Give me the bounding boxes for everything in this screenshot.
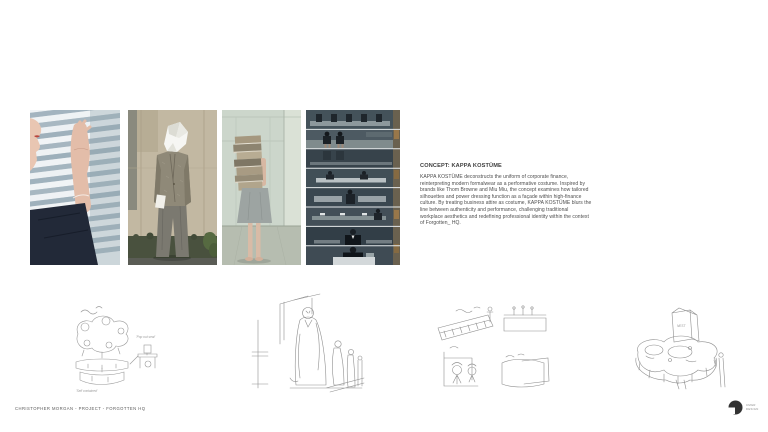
gallery-photo-paper-head bbox=[128, 110, 217, 265]
concept-body: KAPPA KOSTÜME deconstructs the uniform of corporate finance, reinterpreting modern formalwear as a performative costume. Inspired by brands like Thom Browne and Miu Miu, the concept examines how tailored silhouettes and power dressing function as a façade within high-finance culture. By treating business attire as costume, KAPPA KOSTÜME blurs the line between authenticity and performance, challenging traditional workplace aesthetics and redefining professional identity within the context of Forgotten_ HQ. bbox=[420, 174, 592, 227]
office-film-strips-image bbox=[306, 110, 400, 265]
office-vignettes-drawing bbox=[430, 300, 552, 395]
sketch-office-vignettes bbox=[430, 300, 552, 395]
book-stack-figure-image bbox=[222, 110, 301, 265]
sketch-cloud-desk-plan bbox=[48, 296, 160, 398]
footer-credit: CHRISTOPHER MORGAN - PROJECT - FORGOTTEN HQ bbox=[15, 406, 146, 411]
gallery-photo-film-strips bbox=[306, 110, 400, 265]
sketch-lobby-figures bbox=[250, 292, 365, 400]
sketch4-tower-label: NEST bbox=[677, 324, 686, 328]
blinds-profile-image bbox=[30, 110, 120, 265]
lobed-desk-tower-drawing bbox=[620, 300, 732, 395]
sketch1-note-right: 'Pop out seat' bbox=[136, 335, 156, 339]
paper-head-suit-image bbox=[128, 110, 217, 265]
concept-block bbox=[420, 163, 592, 227]
gallery-photo-blinds bbox=[30, 110, 120, 265]
logo-line2: DESIGN bbox=[746, 407, 759, 411]
lobby-figures-drawing bbox=[250, 292, 365, 400]
cloud-desk-plan-drawing bbox=[48, 296, 160, 398]
pie-circle-logo-icon bbox=[728, 400, 743, 415]
sketch-lobed-desk-tower bbox=[620, 300, 732, 395]
logo-wordmark bbox=[746, 404, 759, 411]
concept-title: CONCEPT: KAPPA KOSTÜME bbox=[420, 163, 502, 169]
sketch1-note-bottom: 'Self contained' bbox=[76, 389, 98, 393]
logo-line1: CMGR bbox=[746, 403, 756, 408]
gallery-photo-book-stack bbox=[222, 110, 301, 265]
studio-logo bbox=[728, 400, 759, 415]
